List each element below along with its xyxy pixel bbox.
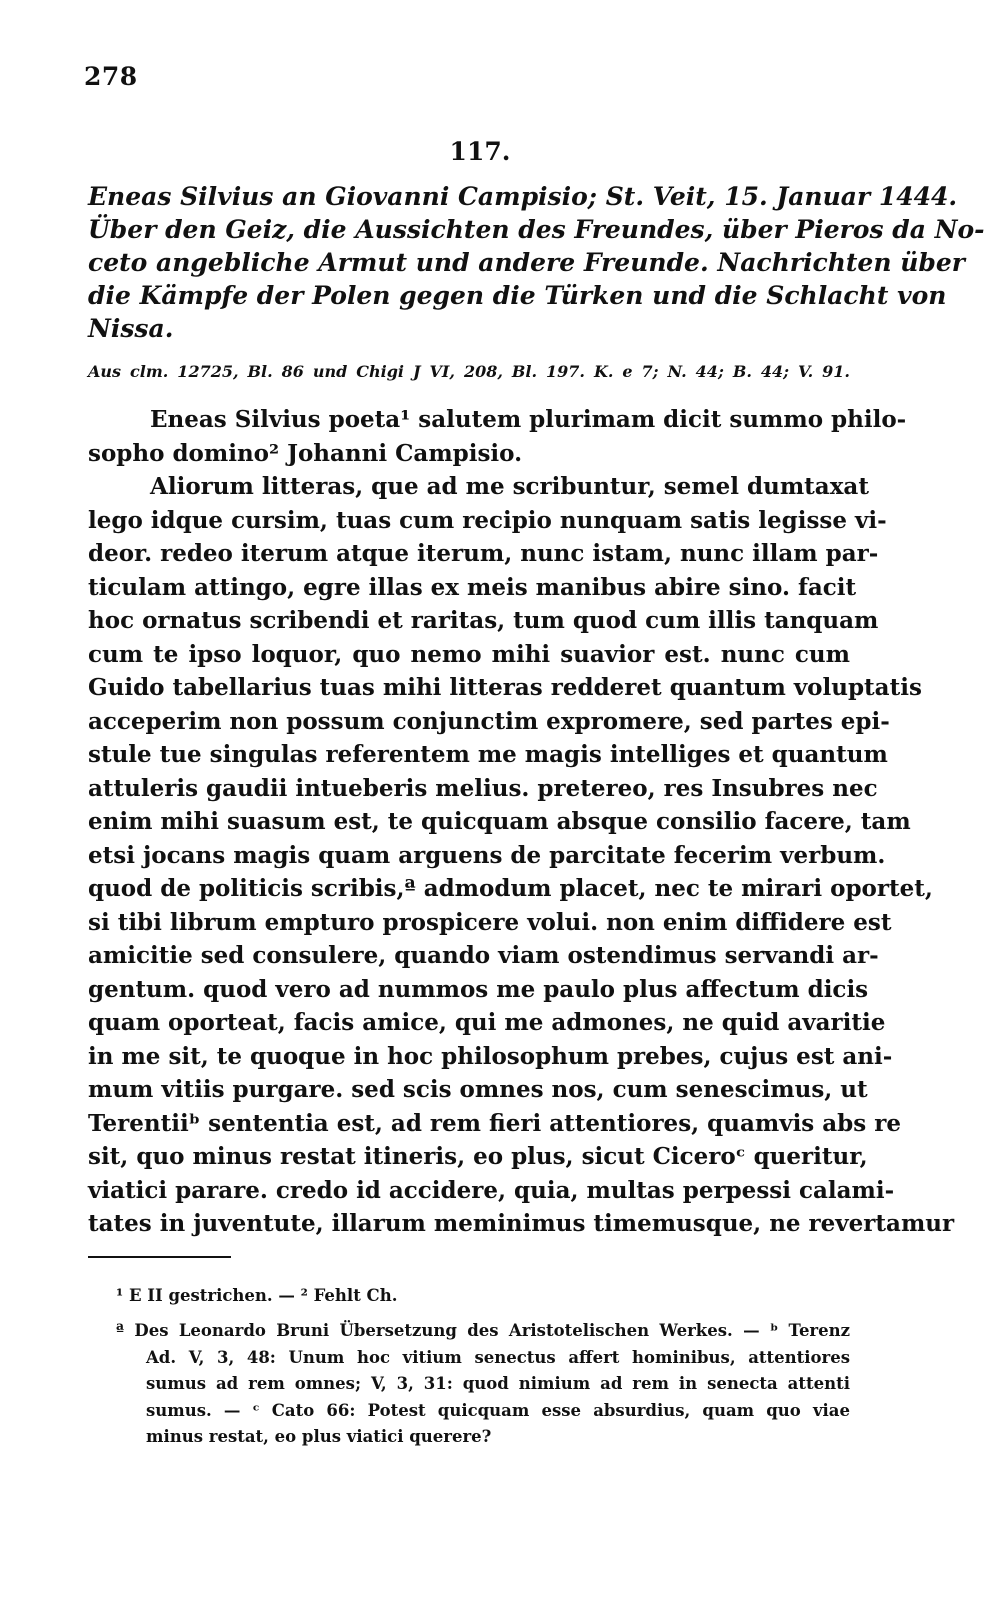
body-line: acceperim non possum conjunctim expromere, sed partes epi- bbox=[88, 707, 890, 735]
source-reference: Aus clm. 12725, Bl. 86 und Chigi J VI, 208, Bl. 197. K. e 7; N. 44; B. 44; V. 91. bbox=[88, 362, 850, 381]
footnote-rule bbox=[88, 1256, 231, 1258]
body-line: Terentiiᵇ sententia est, ad rem fieri attentiores, quamvis abs re bbox=[88, 1109, 901, 1137]
body-line: si tibi librum empturo prospicere volui. non enim diffidere est bbox=[88, 908, 892, 936]
body-line: sit, quo minus restat itineris, eo plus, sicut Ciceroᶜ queritur, bbox=[88, 1143, 868, 1170]
body-line: stule tue singulas referentem me magis intelliges et quantum bbox=[88, 741, 888, 768]
body-line: mum vitiis purgare. sed scis omnes nos, cum senescimus, ut bbox=[88, 1076, 868, 1103]
body-line: in me sit, te quoque in hoc philosophum prebes, cujus est ani- bbox=[88, 1042, 893, 1070]
footnotes-numeric bbox=[88, 1283, 850, 1310]
body-line: enim mihi suasum est, te quicquam absque consilio facere, tam bbox=[88, 808, 911, 835]
body-line: Aliorum litteras, que ad me scribuntur, semel dumtaxat bbox=[150, 473, 869, 500]
body-line: viatici parare. credo id accidere, quia, multas perpessi calami- bbox=[88, 1176, 895, 1204]
body-line: ticulam attingo, egre illas ex meis manibus abire sino. facit bbox=[88, 573, 857, 601]
footnote-line: sumus. — ᶜ Cato 66: Potest quicquam esse absurdius, quam quo viae bbox=[146, 1400, 850, 1420]
letter-number: 117. bbox=[449, 137, 511, 166]
footnote-line: ¹ E II gestrichen. — ² Fehlt Ch. bbox=[116, 1286, 398, 1305]
body-line: quod de politicis scribis,ª admodum placet, nec te mirari oportet, bbox=[88, 875, 933, 902]
body-line: gentum. quod vero ad nummos me paulo plus affectum dicis bbox=[88, 975, 869, 1003]
body-line: lego idque cursim, tuas cum recipio nunquam satis legisse vi- bbox=[88, 506, 887, 534]
body-line: tates in juventute, illarum meminimus timemusque, ne revertamur bbox=[88, 1210, 955, 1237]
heading-line: die Kämpfe der Polen gegen die Türken und die Schlacht von bbox=[88, 281, 947, 310]
body-line: etsi jocans magis quam arguens de parcitate fecerim verbum. bbox=[88, 841, 886, 869]
heading-line: Eneas Silvius an Giovanni Campisio; St. Veit, 15. Januar 1444. bbox=[88, 182, 958, 211]
letter-heading bbox=[88, 180, 985, 345]
body-line: amicitie sed consulere, quando viam ostendimus servandi ar- bbox=[88, 942, 879, 969]
body-line: quam oporteat, facis amice, qui me admones, ne quid avaritie bbox=[88, 1009, 886, 1036]
body-line: sopho domino² Johanni Campisio. bbox=[88, 439, 523, 467]
page-number: 278 bbox=[84, 62, 138, 91]
body-line: Guido tabellarius tuas mihi litteras redderet quantum voluptatis bbox=[88, 674, 922, 701]
footnote-line: Ad. V, 3, 48: Unum hoc vitium senectus affert hominibus, attentiores bbox=[146, 1347, 850, 1367]
body-line: deor. redeo iterum atque iterum, nunc istam, nunc illam par- bbox=[88, 540, 879, 567]
footnote-line: ª Des Leonardo Bruni Übersetzung des Aristotelischen Werkes. — ᵇ Terenz bbox=[116, 1321, 850, 1340]
heading-line: Über den Geiz, die Aussichten des Freundes, über Pieros da No- bbox=[88, 215, 985, 244]
heading-line: Nissa. bbox=[88, 314, 174, 343]
heading-line: ceto angebliche Armut und andere Freunde. Nachrichten über bbox=[88, 248, 965, 277]
body-line: hoc ornatus scribendi et raritas, tum quod cum illis tanquam bbox=[88, 607, 879, 634]
letter-body bbox=[88, 403, 955, 1241]
footnote-line: minus restat, eo plus viatici querere? bbox=[146, 1427, 492, 1446]
body-line: attuleris gaudii intueberis melius. pretereo, res Insubres nec bbox=[88, 774, 878, 802]
body-line: cum te ipso loquor, quo nemo mihi suavior est. nunc cum bbox=[88, 640, 850, 668]
body-line: Eneas Silvius poeta¹ salutem plurimam dicit summo philo- bbox=[150, 406, 907, 433]
footnote-line: sumus ad rem omnes; V, 3, 31: quod nimium ad rem in senecta attenti bbox=[146, 1374, 850, 1393]
footnotes-lettered bbox=[88, 1318, 850, 1451]
